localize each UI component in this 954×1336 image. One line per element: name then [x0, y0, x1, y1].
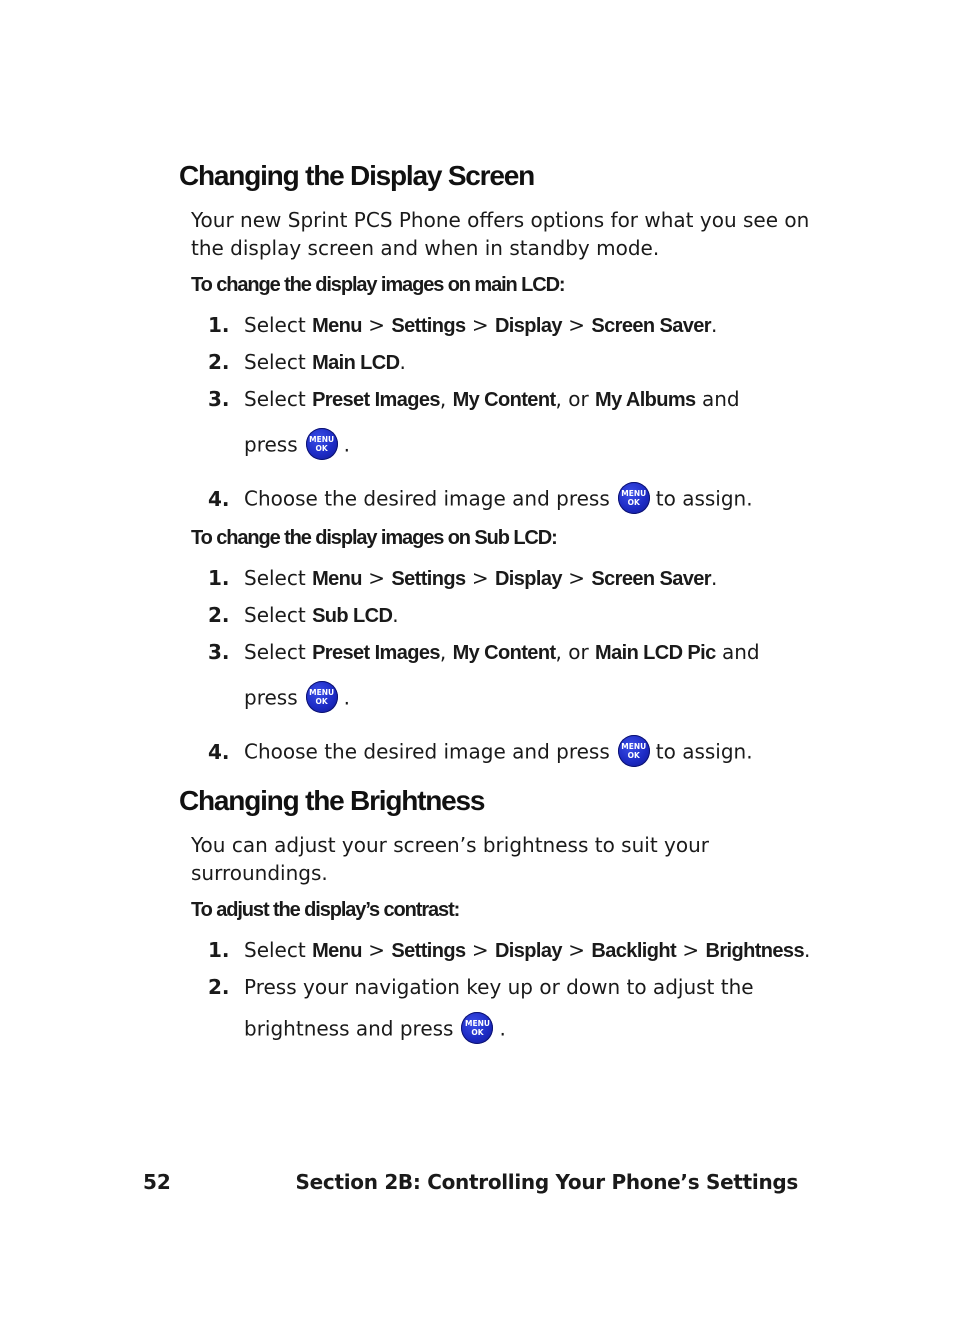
menu-ok-key-icon: MENU OK [618, 735, 650, 767]
subheading-sub-lcd: To change the display images on Sub LCD: [191, 527, 557, 549]
menu-ok-key-icon: MENU OK [306, 681, 338, 713]
menu-ok-key-icon: MENU OK [618, 482, 650, 514]
brightness-step-2: 2. Press your navigation key up or down to adjust the [208, 975, 754, 999]
sub-lcd-step-3-continued: press MENU OK . [244, 683, 350, 715]
intro-paragraph-brightness: You can adjust your screen’s brightness to suit your surroundings. [191, 833, 709, 885]
sub-lcd-step-1: 1. Select Menu > Settings > Display > Screen Saver. [208, 566, 718, 590]
main-lcd-step-3-continued: press MENU OK . [244, 430, 350, 462]
section-title-display-screen: Changing the Display Screen [179, 160, 535, 191]
subheading-contrast: To adjust the display’s contrast: [191, 899, 460, 921]
subheading-main-lcd: To change the display images on main LCD: [191, 274, 565, 296]
section-title-brightness: Changing the Brightness [179, 785, 485, 816]
main-lcd-step-3: 3. Select Preset Images, My Content, or My Albums and [208, 387, 740, 411]
sub-lcd-step-3: 3. Select Preset Images, My Content, or Main LCD Pic and [208, 640, 760, 664]
main-lcd-step-1: 1. Select Menu > Settings > Display > Screen Saver. [208, 313, 718, 337]
page-number: 52 [143, 1170, 171, 1194]
footer-section-title: Section 2B: Controlling Your Phone’s Settings [295, 1170, 798, 1194]
brightness-step-2-continued: brightness and press MENU OK . [244, 1014, 506, 1046]
main-lcd-step-2: 2. Select Main LCD. [208, 350, 406, 374]
sub-lcd-step-4: 4. Choose the desired image and press MENU OK to assign. [208, 737, 753, 769]
intro-paragraph-display: Your new Sprint PCS Phone offers options for what you see on the display screen and when in standby mode. [191, 208, 810, 260]
sub-lcd-step-2: 2. Select Sub LCD. [208, 603, 399, 627]
menu-ok-key-icon: MENU OK [461, 1012, 493, 1044]
menu-ok-key-icon: MENU OK [306, 428, 338, 460]
brightness-step-1: 1. Select Menu > Settings > Display > Backlight > Brightness. [208, 938, 811, 962]
main-lcd-step-4: 4. Choose the desired image and press MENU OK to assign. [208, 484, 753, 516]
